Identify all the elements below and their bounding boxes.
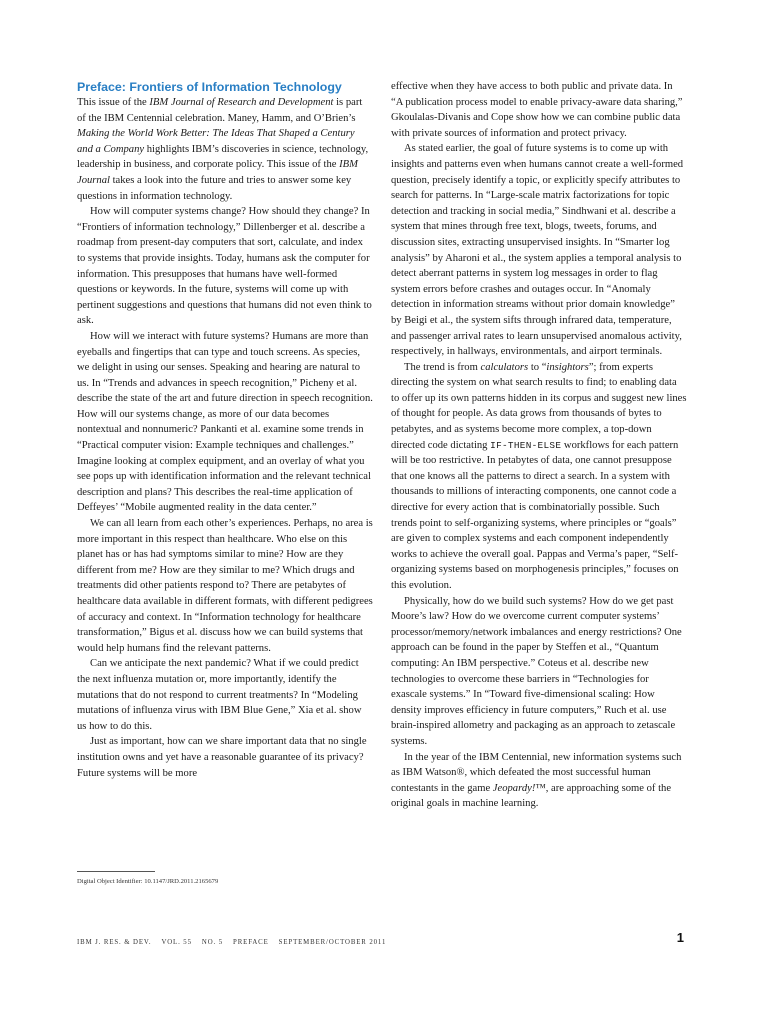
left-column xyxy=(77,79,373,781)
text-run: to “ xyxy=(528,361,547,373)
text-run: ™, are approaching some of the original goals in machine learning. xyxy=(391,782,672,810)
running-footer-item: NO. 5 xyxy=(201,939,224,946)
article-title: Preface: Frontiers of Information Technology xyxy=(77,80,342,94)
italic-text: Jeopardy! xyxy=(492,782,536,794)
text-run: This issue of the xyxy=(77,97,150,108)
text-run: How will we interact with future systems? Humans are more than eyeballs and fingertips that can type and touch screens. As species, we delight in using our senses. Speaking and hearing are natural to us. In “Trends and advances in speech recognition,” Picheny et al. describe the state of the art and future direction in speech recognition. How will our systems change, as more of our data becomes nontextual and nonnumeric? Pankanti et al. examine some trends in “Practical computer vision: Example techniques and challenges.” Imagine looking at complex equipment, and an overlay of what you see pops up with identification information and the relevant technical description and plans? This describes the real-time application of Deffeyes’ “Mobile augmented reality in the data center.” xyxy=(77,330,373,514)
text-run: As stated earlier, the goal of future systems is to come up with insights and patterns even when humans cannot create a well-formed question, precisely identify a topic, or explicitly specify attributes to search for patterns. In “Large-scale matrix factorizations for topic detection and tracking in social media,” Sindhwani et al. describe a system that mines through free text, blogs, tweets, forums, and discussion sites, extracting unsupervised insights. In “Smarter log analysis” by Aharoni et al., the system applies a temporal analysis to detect aberrant patterns in system log messages in order to flag system errors before crashes and outages occur. In “Anomaly detection in information streams without prior domain knowledge” by Beigi et al., the system sifts through infrared data, temperature, and passenger arrival rates to learn unsupervised anomalous activity, respectively, in hallways, environmentals, and airport terminals. xyxy=(391,143,684,358)
left-column-body xyxy=(77,95,373,781)
paragraph xyxy=(77,329,373,516)
italic-text: calculators xyxy=(480,361,529,373)
footnote-rule xyxy=(77,871,155,872)
italic-text: IBM Journal of Research and Development xyxy=(149,97,334,108)
running-footer-item: VOL. 55 xyxy=(161,939,192,946)
running-footer-item: IBM J. RES. & DEV. xyxy=(77,939,152,946)
running-footer-item: PREFACE xyxy=(233,939,269,946)
text-run: Can we anticipate the next pandemic? What if we could predict the next influenza mutation or, more importantly, identify the mutations that do not respond to current treatments? In “Modeling mutations of influenza virus with IBM Blue Gene,” Xia et al. show us how to do this. xyxy=(77,658,362,732)
italic-text: IBM Journal xyxy=(77,159,358,186)
right-column xyxy=(391,79,687,812)
paragraph xyxy=(77,204,373,329)
text-run: Just as important, how can we share important data that no single institution owns and yet have a reasonable guarantee of its privacy? Future systems will be more xyxy=(77,736,367,779)
italic-text: insightors xyxy=(546,361,589,373)
right-column-body xyxy=(391,79,687,812)
paragraph xyxy=(391,594,687,750)
doi-footnote: Digital Object Identifier: 10.1147/JRD.2011.2165679 xyxy=(77,878,219,885)
paragraph xyxy=(77,95,373,204)
text-run: workflows for each pattern will be too restrictive. In petabytes of data, one cannot presuppose that one knows all the patterns to direct a search. In a system with thousands to millions of interacting components, one cannot code a directive for every action that is combinatorially possible. Such trends point to self-organizing systems, where principles or “goals” are given to complex systems and each component independently works to achieve the overall goal. Pappas and Verma’s paper, “Self-organizing systems based on morphogenesis principles,” focuses on this evolution. xyxy=(391,439,679,591)
text-run: ”; from experts directing the system on what search results to find; to enabling data to offer up its own patterns hidden in its corpus and suggest new lines of thought for people. As data grows from thousands of bytes to petabytes, and as systems become more complex, a top-down directed code dictating xyxy=(391,361,687,451)
paragraph xyxy=(391,79,687,141)
paragraph xyxy=(77,516,373,656)
page-number: 1 xyxy=(676,930,684,945)
text-run: is part of the IBM Centennial celebration. Maney, Hamm, and O’Brien’s xyxy=(77,97,363,124)
code-text: IF-THEN-ELSE xyxy=(490,439,562,451)
text-run: takes a look into the future and tries to answer some key questions in information technology. xyxy=(77,174,352,202)
text-run: highlights IBM’s discoveries in science, technology, leadership in business, and corporate policy. This issue of the xyxy=(77,143,369,171)
text-run: Physically, how do we build such systems? How do we get past Moore’s law? How do we overcome current computer systems’ processor/memory/network imbalances and energy restrictions? One approach can be found in the paper by Steffen et al., “Quantum computing: An IBM perspective.” Coteus et al. describe new technologies to overcome these barriers in “Technologies for exascale systems.” In “Toward five-dimensional scaling: How density improves efficiency in future computers,” Ruch et al. use brain-inspired allometry and packaging as an approach to zetascale systems. xyxy=(391,595,682,747)
text-run: In the year of the IBM Centennial, new information systems such as IBM Watson®, which defeated the most successful human contestants in the game xyxy=(391,751,682,794)
text-run: The trend is from xyxy=(404,361,481,373)
text-run: We can all learn from each other’s experiences. Perhaps, no area is more important in this respect than healthcare. Who else on this planet has or has had symptoms similar to mine? How are they different from me? How are they similar to me? Which drugs and treatments did other patients respond to? There are petabytes of healthcare data available in different formats, with different pedigrees of accuracy and context. In “Information technology for healthcare transformation,” Bigus et al. discuss how we can build systems that would help humans find the relevant patterns. xyxy=(77,518,373,654)
running-footer-item: SEPTEMBER/OCTOBER 2011 xyxy=(278,939,387,946)
text-run: How will computer systems change? How should they change? In “Frontiers of information technology,” Dillenberger et al. describe a roadmap from present-day computers that sort, calculate, and index to systems that provide insights. Today, humans ask the computer for information. This presupposes that humans have well-formed questions or keywords. In the future, systems will come up with pertinent suggestions and questions that humans did not even think to ask. xyxy=(77,206,372,327)
italic-text: Making the World Work Better: The Ideas That Shaped a Century and a Company xyxy=(77,128,355,155)
paragraph xyxy=(77,734,373,781)
paragraph xyxy=(391,141,687,359)
paragraph xyxy=(77,656,373,734)
paragraph xyxy=(391,360,687,594)
paragraph xyxy=(391,750,687,812)
text-run: effective when they have access to both public and private data. In “A publication process model to enable privacy-aware data sharing,” Gkoulalas-Divanis and Cope show how we can combine public data with private sources of information and protect privacy. xyxy=(391,81,683,139)
running-footer xyxy=(77,939,477,946)
